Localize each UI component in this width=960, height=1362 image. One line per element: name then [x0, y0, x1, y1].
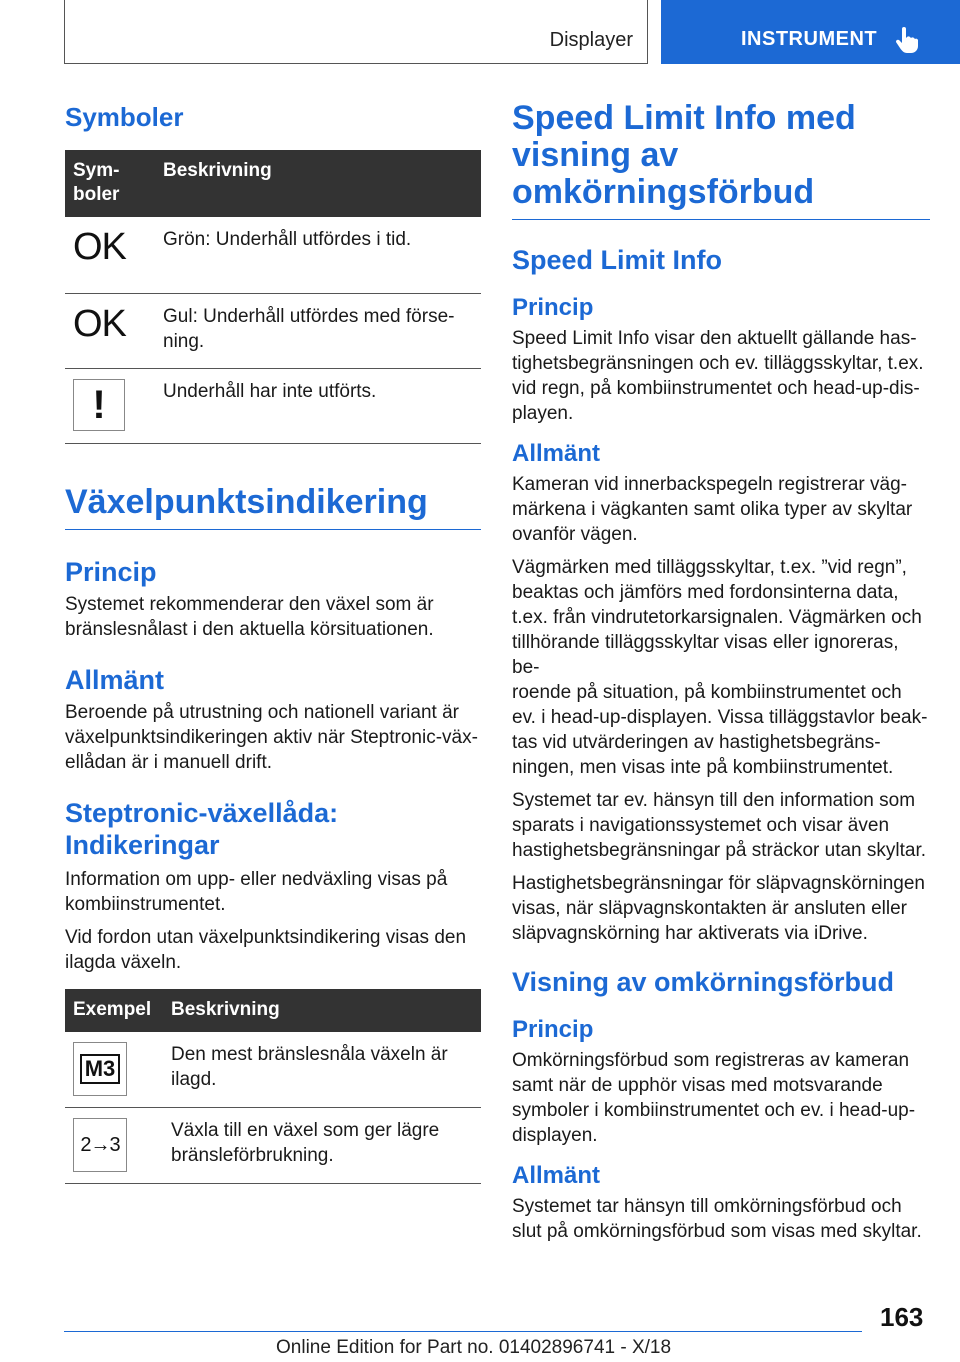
princip-text: Systemet rekommenderar den växel som är bränslesnålast i den aktuella körsituationen. [65, 593, 434, 640]
table-row [65, 293, 481, 368]
princip-heading: Princip [512, 1016, 594, 1043]
allmant-heading: Allmänt [65, 664, 165, 695]
steptronic-heading: Steptronic-växellåda: Indikeringar [65, 797, 339, 860]
table-row [65, 1108, 481, 1184]
princip-text: Speed Limit Info visar den aktuellt gällande has- tighetsbegränsningen och ev. tilläggsskyltar, t.ex. vid regn, på kombiinstrumentet och head-up-dis- playen. [512, 328, 924, 424]
symbol-cell [65, 293, 155, 368]
header-tab-instrument[interactable] [661, 0, 960, 64]
allmant-text: Vägmärken med tilläggsskyltar, t.ex. ”vid regn”, beaktas och jämförs med fordonsinterna data, t.ex. från vindrutetorkarsignalen. Vägmärken och tillhörande tilläggsskyltar visas eller ignoreras, be- roende på situation, på kombiinstrumentet och ev. i head-up-displayen. Vissa tilläggstavlor beak- tas vid utvärderingen av hastighetsbegräns- ningen, men visas inte på kombiinstrumentet. [512, 557, 928, 778]
description-cell: Grön: Underhåll utfördes i tid. [163, 229, 412, 250]
gear-m3-icon: M3 [73, 1042, 127, 1096]
allmant-heading: Allmänt [512, 440, 601, 467]
speed-limit-main-heading: Speed Limit Info med visning av omkörningsförbud [512, 100, 930, 220]
allmant-text: Systemet tar ev. hänsyn till den information som sparats i navigationssystemet och visar även hastighetsbegränsningar på sträckor utan skyltar. [512, 790, 927, 861]
princip-text: Omkörningsförbud som registreras av kameran samt när de upphör visas med motsvarande symboler i kombiinstrumentet och ev. i head-up- displayen. [512, 1050, 916, 1146]
table-row [65, 217, 481, 293]
symbols-table [65, 150, 481, 444]
symbols-heading: Symboler [65, 102, 184, 132]
allmant-text: Systemet tar hänsyn till omkörningsförbud och slut på omkörningsförbud som visas med skyltar. [512, 1196, 922, 1242]
description-cell: Växla till en växel som ger lägre bränsleförbrukning. [171, 1120, 440, 1166]
symbol-cell [65, 368, 155, 443]
allmant-text: Kameran vid innerbackspegeln registrerar väg- märkena i vägkanten samt olika typer av skyltar ovanför vägen. [512, 474, 913, 545]
ok-green-icon: OK [73, 226, 126, 268]
footer-divider [64, 1331, 862, 1332]
ok-yellow-icon: OK [73, 302, 126, 345]
symbol-cell [65, 1032, 163, 1108]
description-cell: Den mest bränslesnåla växeln är ilagd. [171, 1043, 448, 1090]
table-header: Beskrivning [163, 160, 272, 181]
symbol-cell [65, 217, 155, 293]
table-row [65, 1032, 481, 1108]
shift-indicator-heading: Växelpunktsindikering [65, 484, 481, 530]
edition-text: Online Edition for Part no. 01402896741 - X/18 [276, 1337, 672, 1358]
symbol-cell [65, 1108, 163, 1184]
gear-shift-up-icon: 2→3 [73, 1118, 127, 1172]
example-table [65, 989, 481, 1185]
page-number: 163 [880, 1302, 924, 1332]
table-row [65, 368, 481, 443]
allmant-text: Hastighetsbegränsningar för släpvagnskörningen visas, när släpvagnskontakten är ansluten eller släpvagnskörning har aktiverats via iDrive. [512, 873, 925, 944]
overtaking-heading: Visning av omkörningsförbud [512, 967, 895, 997]
header-tab-displayer[interactable] [64, 0, 648, 64]
steptronic-text: Vid fordon utan växelpunktsindikering visas den ilagda växeln. [65, 926, 467, 973]
table-header: Beskrivning [171, 998, 280, 1020]
table-header: Exempel [73, 998, 152, 1020]
speed-limit-info-heading: Speed Limit Info [512, 245, 723, 275]
exclamation-warning-icon: ! [73, 379, 125, 431]
allmant-heading: Allmänt [512, 1162, 601, 1189]
description-cell: Gul: Underhåll utfördes med förse- ning. [163, 305, 455, 352]
header-tab-label: Displayer [549, 29, 633, 51]
allmant-text: Beroende på utrustning och nationell variant är växelpunktsindikeringen aktiv när Steptronic-väx- ellådan är i manuell drift. [65, 701, 478, 773]
steptronic-text: Information om upp- eller nedväxling visas på kombiinstrumentet. [65, 868, 448, 915]
left-column [65, 100, 481, 1184]
princip-heading: Princip [65, 556, 157, 587]
table-header: Sym- boler [73, 160, 120, 205]
header-tab-label-active: INSTRUMENT [741, 28, 878, 50]
right-column [512, 100, 930, 1244]
princip-heading: Princip [512, 294, 594, 321]
hand-pointer-icon [893, 26, 921, 54]
description-cell: Underhåll har inte utförts. [163, 380, 377, 402]
